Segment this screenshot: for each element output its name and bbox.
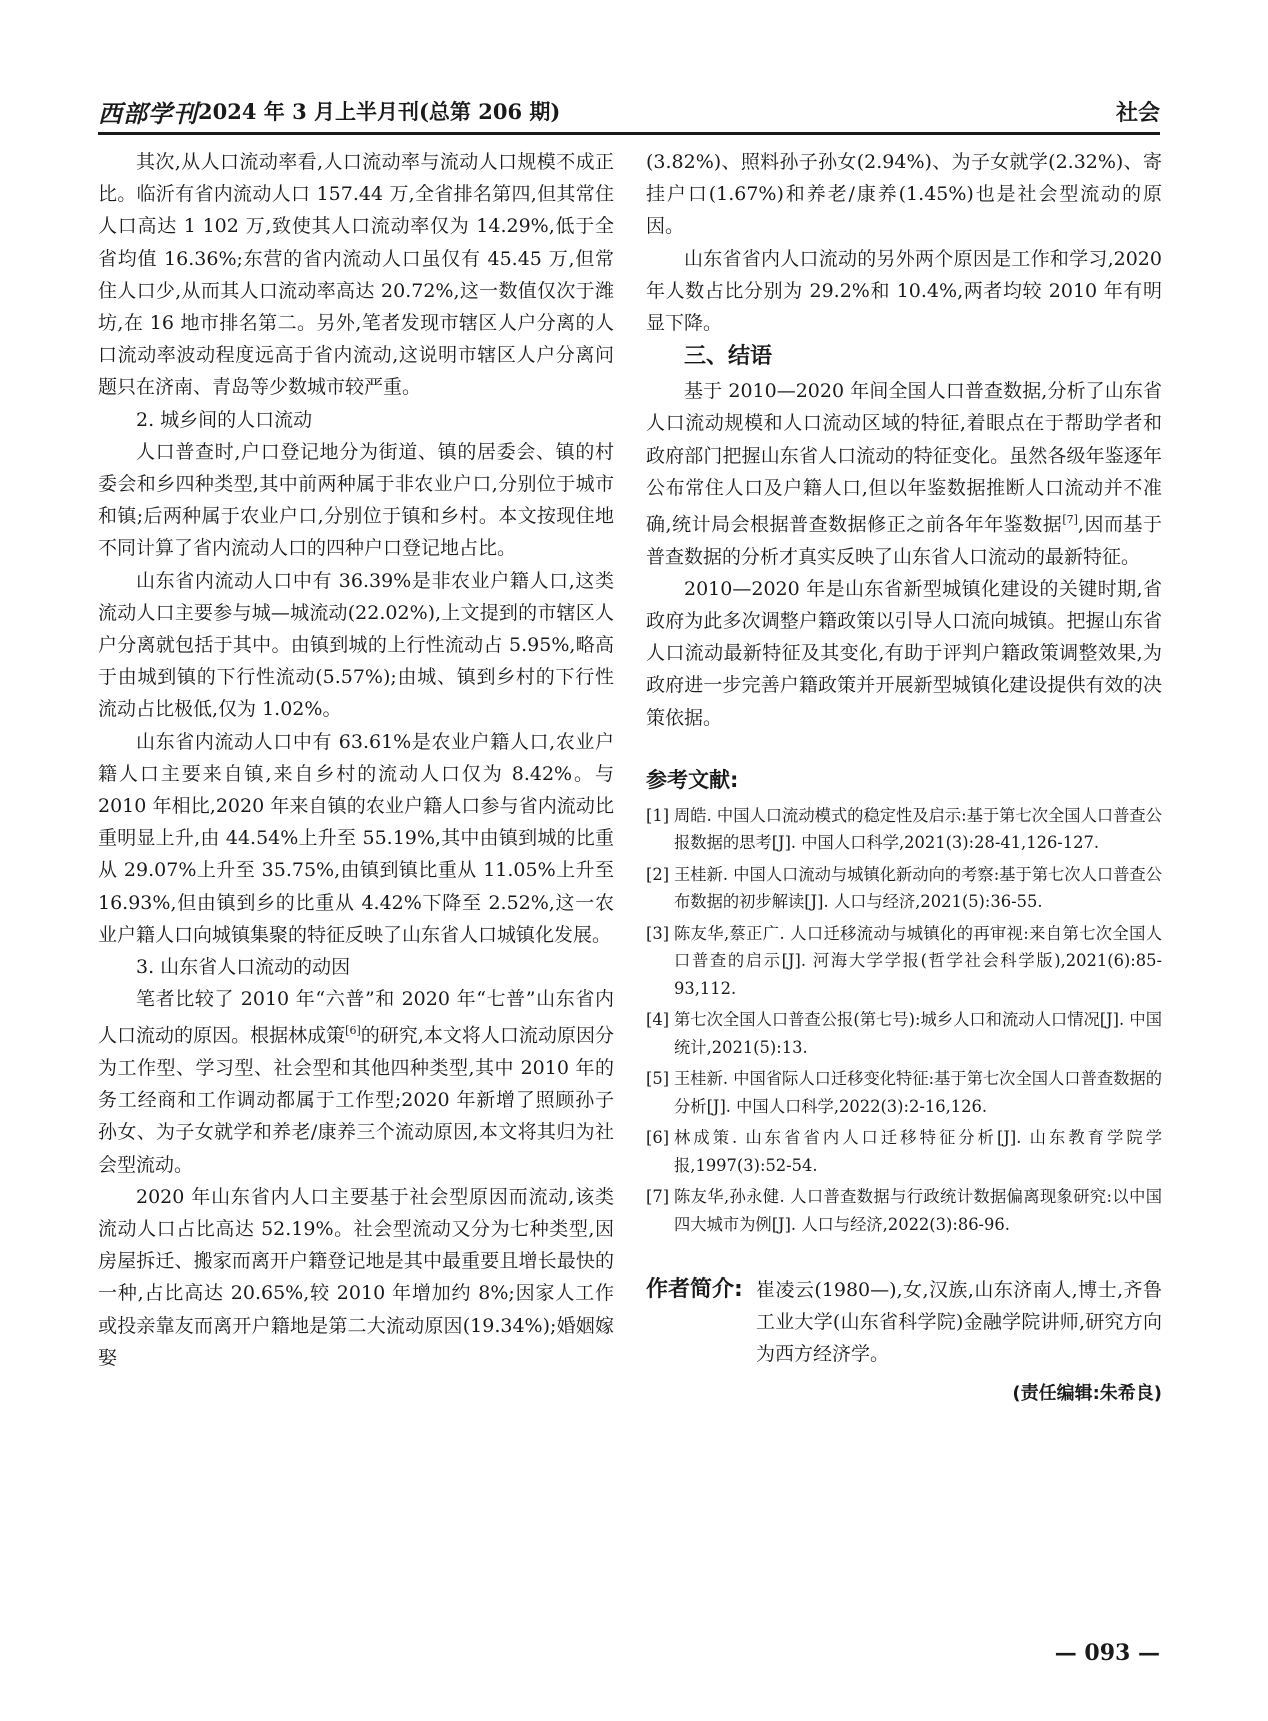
reference-text: 陈友华,蔡正广. 人口迁移流动与城镇化的再审视:来自第七次全国人口普查的启示[J]. 河海大学学报(哲学社会科学版),2021(6):85-93,112. (674, 923, 1162, 998)
paragraph (646, 375, 1162, 573)
issue-info: 2024 年 3 月上半月刊(总第 206 期) (198, 99, 561, 124)
paragraph: 其次,从人口流动率看,人口流动率与流动人口规模不成正比。临沂有省内流动人口 157.44 万,全省排名第四,但其常住人口高达 1 102 万,致使其人口流动率仅为 14.29%,低于全省均值 16.36%;东营的省内流动人口虽仅有 45.45 万,但常住人口少,从而其人口流动率高达 20.72%,这一数值仅次于潍坊,在 16 地市排名第二。另外,笔者发现市辖区人户分离的人口流动率波动程度远高于省内流动,这说明市辖区人户分离问题只在济南、青岛等少数城市较严重。 (98, 151, 614, 399)
references-list (646, 802, 1162, 1239)
paragraph: (3.82%)、照料孙子孙女(2.94%)、为子女就学(2.32%)、寄挂户口(1.67%)和养老/康养(1.45%)也是社会型流动的原因。 (646, 151, 1162, 238)
paragraph: 2010—2020 年是山东省新型城镇化建设的关键时期,省政府为此多次调整户籍政策以引导人口流向城镇。把握山东省人口流动最新特征及其变化,有助于评判户籍政策调整效果,为政府进一步完善户籍政策并开展新型城镇化建设提供有效的决策依据。 (646, 577, 1162, 729)
reference-number: [6] (646, 1128, 670, 1148)
left-column (98, 146, 614, 1374)
responsible-editor: (责任编辑:朱希良) (1012, 1383, 1162, 1405)
reference-text: 第七次全国人口普查公报(第七号):城乡人口和流动人口情况[J]. 中国统计,2021(5):13. (674, 1010, 1162, 1057)
author-bio (646, 1274, 1162, 1370)
reference-text: 林成策. 山东省省内人口迁移特征分析[J]. 山东教育学院学报,1997(3):52-54. (674, 1128, 1162, 1175)
subheading: 3. 山东省人口流动的动因 (136, 956, 351, 979)
reference-item (646, 1065, 1162, 1120)
journal-logo: 西部学刊 (98, 99, 198, 128)
citation-ref: [7] (1062, 513, 1078, 527)
reference-text: 王桂新. 中国人口流动与城镇化新动向的考察:基于第七次人口普查公布数据的初步解读[J]. 人口与经济,2021(5):36-55. (674, 864, 1162, 912)
reference-item (646, 861, 1162, 916)
citation-ref: [6] (345, 1024, 361, 1038)
paragraph: 2020 年山东省内人口主要基于社会型原因而流动,该类流动人口占比高达 52.19%。社会型流动又分为七种类型,因房屋拆迁、搬家而离开户籍登记地是其中最重要且增长最快的一种,占比高达 20.65%,较 2010 年增加约 8%;因家人工作或投亲靠友而离开户籍地是第二大流动原因(19.34%);婚姻嫁娶 (98, 1185, 614, 1369)
text-span: 基于 2010—2020 年间全国人口普查数据,分析了山东省人口流动规模和人口流动区域的特征,着眼点在于帮助学者和政府部门把握山东省人口流动的特征变化。虽然各级年鉴逐年公布常住人口及户籍人口,但以年鉴数据推断人口流动并不准确,统计局会根据普查数据修正之前各年年鉴数据 (646, 380, 1162, 536)
text-span: 的研究,本文将人口流动原因分为工作型、学习型、社会型和其他四种类型,其中 2010 年的务工经商和工作调动都属于工作型;2020 年新增了照顾孙子孙女、为子女就学和养老/康养三个流动原因,本文将其归为社会型流动。 (98, 1024, 614, 1176)
paragraph: 山东省内流动人口中有 36.39%是非农业户籍人口,这类流动人口主要参与城—城流动(22.02%),上文提到的市辖区人户分离就包括于其中。由镇到城的上行性流动占 5.95%,略高于由城到镇的下行性流动(5.57%);由城、镇到乡村的下行性流动占比极低,仅为 1.02%。 (98, 569, 614, 721)
reference-item (646, 1124, 1162, 1179)
text-span: ,因而基于普查数据的分析才真实反映了山东省人口流动的最新特征。 (646, 513, 1162, 568)
author-bio-label: 作者简介: (646, 1277, 743, 1303)
subheading: 2. 城乡间的人口流动 (136, 408, 313, 431)
reference-number: [5] (646, 1069, 670, 1089)
section-heading: 三、结语 (684, 344, 773, 370)
page-header (98, 92, 1160, 135)
paragraph: 山东省内流动人口中有 63.61%是农业户籍人口,农业户籍人口主要来自镇,来自乡村的流动人口仅为 8.42%。与 2010 年相比,2020 年来自镇的农业户籍人口参与省内流动比重明显上升,由 44.54%上升至 55.19%,其中由镇到城的比重从 29.07%上升至 35.75%,由镇到镇比重从 11.05%上升至 16.93%,但由镇到乡的比重从 4.42%下降至 2.52%,这一农业户籍人口向城镇集聚的特征反映了山东省人口城镇化发展。 (98, 730, 614, 946)
reference-text: 陈友华,孙永健. 人口普查数据与行政统计数据偏离现象研究:以中国四大城市为例[J]. 人口与经济,2022(3):86-96. (674, 1187, 1162, 1234)
page-number: — 093 — (1054, 1640, 1160, 1666)
reference-text: 王桂新. 中国省际人口迁移变化特征:基于第七次全国人口普查数据的分析[J]. 中国人口科学,2022(3):2-16,126. (674, 1069, 1162, 1116)
right-column (646, 146, 1162, 1411)
paragraph (98, 983, 614, 1181)
reference-number: [7] (646, 1187, 670, 1207)
reference-item (646, 802, 1162, 857)
reference-text: 周皓. 中国人口流动模式的稳定性及启示:基于第七次全国人口普查公报数据的思考[J]. 中国人口科学,2021(3):28-41,126-127. (674, 805, 1162, 853)
paragraph: 人口普查时,户口登记地分为街道、镇的居委会、镇的村委会和乡四种类型,其中前两种属于非农业户口,分别位于城市和镇;后两种属于农业户口,分别位于镇和乡村。本文按现住地不同计算了省内流动人口的四种户口登记地占比。 (98, 440, 614, 560)
reference-number: [4] (646, 1010, 670, 1030)
reference-number: [1] (646, 805, 670, 825)
reference-number: [3] (646, 923, 670, 943)
references-title: 参考文献: (646, 767, 739, 792)
reference-number: [2] (646, 864, 670, 884)
reference-item (646, 1183, 1162, 1238)
reference-item (646, 920, 1162, 1003)
section-name: 社会 (1115, 100, 1160, 126)
reference-item (646, 1006, 1162, 1061)
paragraph: 山东省省内人口流动的另外两个原因是工作和学习,2020 年人数占比分别为 29.2%和 10.4%,两者均较 2010 年有明显下降。 (646, 247, 1162, 335)
author-bio-text: 崔凌云(1980—),女,汉族,山东济南人,博士,齐鲁工业大学(山东省科学院)金融学院讲师,研究方向为西方经济学。 (756, 1279, 1162, 1366)
text-span: 笔者比较了 2010 年“六普”和 2020 年“七普”山东省内人口流动的原因。根据林成策 (98, 988, 614, 1047)
